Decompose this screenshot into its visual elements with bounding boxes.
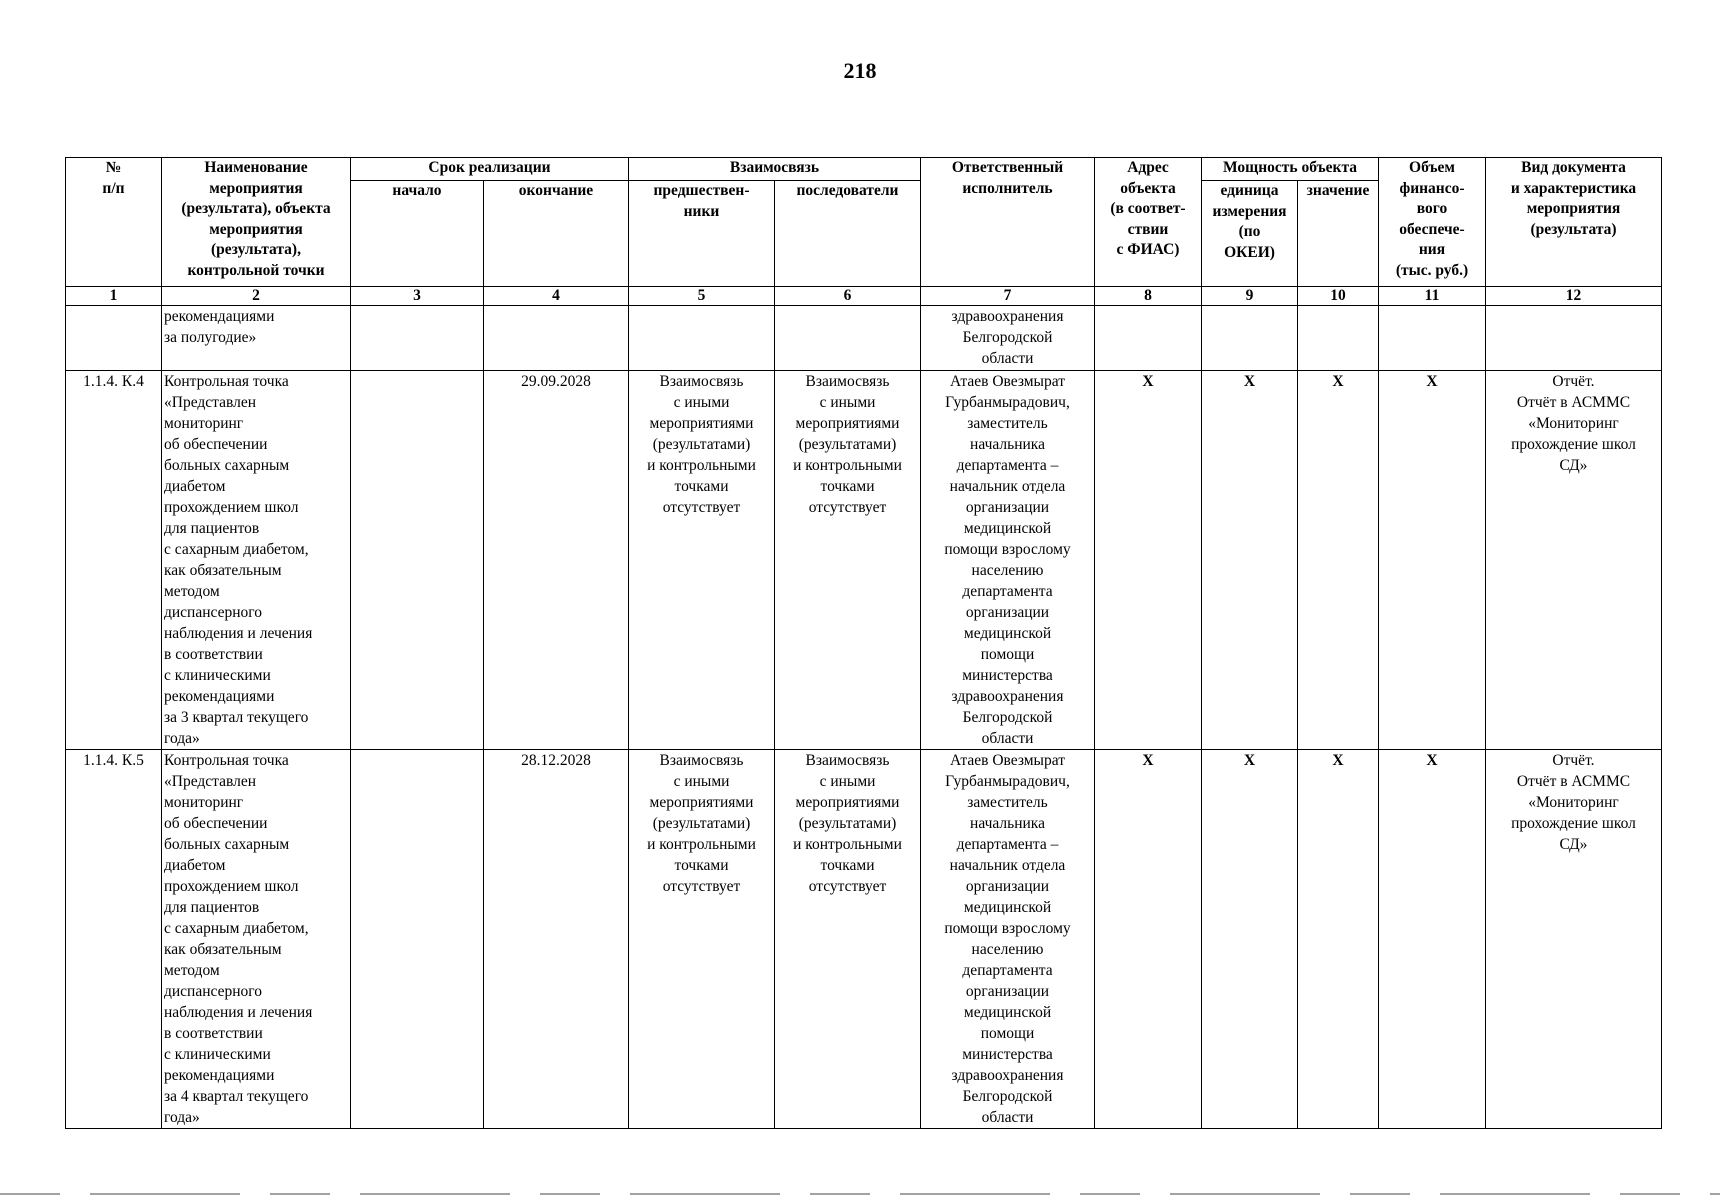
column-number: 6: [775, 287, 921, 306]
header-value: значение: [1298, 181, 1379, 287]
row-end: 29.09.2028: [484, 371, 629, 750]
cell-empty: [1298, 306, 1379, 371]
cell-empty: [484, 306, 629, 371]
row-start: [351, 750, 484, 1129]
cell-empty: [1095, 306, 1202, 371]
row-address: Х: [1095, 371, 1202, 750]
row-name: Контрольная точка «Представлен мониторинг об обеспечении больных сахарным диабетом прохождением школ для пациентов с сахарным диабетом, как обязательным методом диспансерного наблюдения и лечения в соответствии с клиническими рекомендациями за 4 квартал текущего года»: [162, 750, 351, 1129]
cell-empty: [1202, 306, 1298, 371]
row-document: Отчёт. Отчёт в АСММС «Мониторинг прохождение школ СД»: [1486, 371, 1662, 750]
header-capacity-group: Мощность объекта: [1202, 158, 1379, 181]
column-number-row: [66, 287, 1662, 306]
continuation-row: [66, 306, 1662, 371]
row-unit: Х: [1202, 371, 1298, 750]
header-link-group: Взаимосвязь: [629, 158, 921, 181]
row-finance: Х: [1379, 750, 1486, 1129]
row-address: Х: [1095, 750, 1202, 1129]
column-number: 11: [1379, 287, 1486, 306]
row-executor: Атаев Овезмырат Гурбанмырадович, заместитель начальника департамента – начальник отдела организации медицинской помощи взрослому населению департамента организации медицинской помощи министерства здравоохранения Белгородской области: [921, 371, 1095, 750]
row-executor: Атаев Овезмырат Гурбанмырадович, заместитель начальника департамента – начальник отдела организации медицинской помощи взрослому населению департамента организации медицинской помощи министерства здравоохранения Белгородской области: [921, 750, 1095, 1129]
row-number: 1.1.4. К.5: [66, 750, 162, 1129]
continuation-executor: здравоохранения Белгородской области: [921, 306, 1095, 371]
row-predecessors: Взаимосвязь с иными мероприятиями (результатами) и контрольными точками отсутствует: [629, 750, 775, 1129]
column-number: 2: [162, 287, 351, 306]
cell-empty: [351, 306, 484, 371]
header-predecessors: предшествен- ники: [629, 181, 775, 287]
cell-empty: [775, 306, 921, 371]
column-number: 12: [1486, 287, 1662, 306]
column-number: 3: [351, 287, 484, 306]
row-successors: Взаимосвязь с иными мероприятиями (результатами) и контрольными точками отсутствует: [775, 750, 921, 1129]
column-number: 7: [921, 287, 1095, 306]
header-address: Адрес объекта (в соответ- ствии с ФИАС): [1095, 158, 1202, 287]
header-executor: Ответственный исполнитель: [921, 158, 1095, 287]
row-value: Х: [1298, 750, 1379, 1129]
header-document: Вид документа и характеристика мероприятия (результата): [1486, 158, 1662, 287]
column-number: 1: [66, 287, 162, 306]
cell-empty: [629, 306, 775, 371]
row-end: 28.12.2028: [484, 750, 629, 1129]
page-number: 218: [843, 58, 877, 83]
plan-table: [65, 157, 1662, 1129]
table-row: [66, 750, 1662, 1129]
row-unit: Х: [1202, 750, 1298, 1129]
header-end: окончание: [484, 181, 629, 287]
header-row: [66, 158, 1662, 181]
cell-empty: [1486, 306, 1662, 371]
row-start: [351, 371, 484, 750]
header-unit: единица измерения (по ОКЕИ): [1202, 181, 1298, 287]
cell-empty: [1379, 306, 1486, 371]
cell-empty: [66, 306, 162, 371]
column-number: 10: [1298, 287, 1379, 306]
header-name: Наименование мероприятия (результата), объекта мероприятия (результата), контрольной точки: [162, 158, 351, 287]
row-name: Контрольная точка «Представлен мониторинг об обеспечении больных сахарным диабетом прохождением школ для пациентов с сахарным диабетом, как обязательным методом диспансерного наблюдения и лечения в соответствии с клиническими рекомендациями за 3 квартал текущего года»: [162, 371, 351, 750]
header-number: № п/п: [66, 158, 162, 287]
continuation-name: рекомендациями за полугодие»: [162, 306, 351, 371]
row-number: 1.1.4. К.4: [66, 371, 162, 750]
row-predecessors: Взаимосвязь с иными мероприятиями (результатами) и контрольными точками отсутствует: [629, 371, 775, 750]
header-successors: последователи: [775, 181, 921, 287]
column-number: 4: [484, 287, 629, 306]
header-start: начало: [351, 181, 484, 287]
row-successors: Взаимосвязь с иными мероприятиями (результатами) и контрольными точками отсутствует: [775, 371, 921, 750]
table-row: [66, 371, 1662, 750]
row-value: Х: [1298, 371, 1379, 750]
row-document: Отчёт. Отчёт в АСММС «Мониторинг прохождение школ СД»: [1486, 750, 1662, 1129]
column-number: 5: [629, 287, 775, 306]
scan-edge-line: [0, 1193, 1720, 1195]
header-term-group: Срок реализации: [351, 158, 629, 181]
column-number: 9: [1202, 287, 1298, 306]
row-finance: Х: [1379, 371, 1486, 750]
header-finance: Объем финансо- вого обеспече- ния (тыс. руб.): [1379, 158, 1486, 287]
column-number: 8: [1095, 287, 1202, 306]
